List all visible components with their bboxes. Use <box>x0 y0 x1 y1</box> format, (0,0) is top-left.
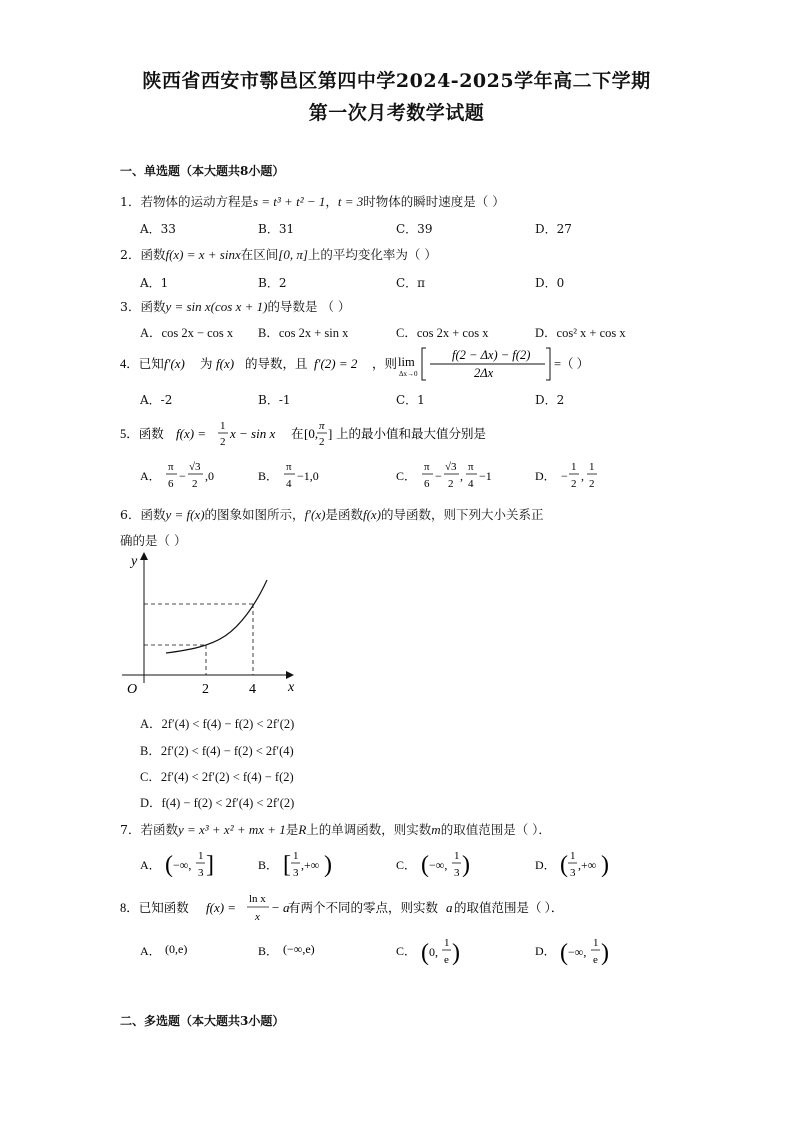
option-a[interactable]: A．33 <box>140 222 176 236</box>
fraction-numerator: 1 <box>589 461 595 473</box>
option-b[interactable]: B．-1 <box>258 393 291 407</box>
fraction-denominator: 2 <box>319 436 325 448</box>
question-text: 时物体的瞬时速度是（ ） <box>363 194 505 209</box>
option-d[interactable] <box>535 937 609 966</box>
option-label: D． <box>535 944 556 958</box>
question-8 <box>120 888 640 928</box>
option-text: C．2f′(4) < 2f′(2) < f(4) − f(2) <box>140 770 294 784</box>
question-text: 为 <box>200 357 213 371</box>
option-text: −1 <box>479 469 492 483</box>
math-expression: f′(x) <box>164 356 185 371</box>
option-text: C．cos 2x + cos x <box>396 326 489 340</box>
option-b[interactable] <box>258 942 315 958</box>
fraction-denominator: 2 <box>589 478 595 490</box>
x-axis-label: x <box>288 680 295 695</box>
question-1 <box>120 192 505 210</box>
math-expression: f(x) <box>362 507 382 522</box>
option-d[interactable]: D．27 <box>535 222 572 236</box>
option-label: C． <box>396 469 417 483</box>
bracket: ) <box>462 852 470 878</box>
options-row <box>140 456 620 494</box>
bracket: [ <box>283 852 291 878</box>
math-expression: [0, π] <box>278 247 308 262</box>
origin-label: O <box>127 682 138 697</box>
option-label: B． <box>258 469 279 483</box>
option-b[interactable]: B．31 <box>258 222 295 236</box>
option-label: C． <box>396 858 417 872</box>
option-label: A． <box>140 469 161 483</box>
math-expression: f(x) <box>216 356 235 371</box>
option-text: D．f(4) − f(2) < 2f′(4) < 2f′(2) <box>140 796 295 810</box>
option-a[interactable]: A．1 <box>140 276 169 290</box>
fraction-denominator: 2 <box>192 478 198 490</box>
option-b[interactable] <box>140 741 294 759</box>
option-c[interactable]: C．39 <box>396 222 433 236</box>
question-7 <box>120 820 551 838</box>
option-c[interactable]: C．π <box>396 276 426 290</box>
fraction-numerator: 1 <box>198 850 204 862</box>
fraction-denominator: x <box>255 911 260 923</box>
option-label: D． <box>535 469 556 483</box>
math-expression: f(x) = <box>176 426 207 441</box>
fraction-numerator: 1 <box>571 461 577 473</box>
option-d[interactable] <box>535 850 609 879</box>
option-text: −∞, <box>173 858 192 872</box>
page-title-line2: 第一次月考数学试题 <box>308 102 485 124</box>
fraction-numerator: 1 <box>220 420 226 432</box>
option-label: C． <box>396 944 417 958</box>
option-text: B．cos 2x + sin x <box>258 326 349 340</box>
math-expression: R <box>298 822 307 837</box>
fraction-denominator: 6 <box>424 478 430 490</box>
question-text: 7．若函数 <box>120 822 178 837</box>
question-text: ， <box>325 194 338 209</box>
math-expression: f′(2) = 2 <box>314 356 358 371</box>
y-axis-label: y <box>131 554 138 569</box>
question-5 <box>120 414 580 454</box>
option-text: −∞, <box>568 945 587 959</box>
question-text: 3．函数 <box>120 299 166 314</box>
question-4 <box>120 344 620 384</box>
option-text: (0,e) <box>165 942 188 956</box>
math-expression: f(x) = <box>206 900 237 915</box>
math-expression: f′(x) <box>304 507 326 522</box>
question-text: 1．若物体的运动方程是 <box>120 194 253 209</box>
option-text: D．cos² x + cos x <box>535 326 626 340</box>
option-c[interactable] <box>140 767 294 785</box>
option-c[interactable] <box>396 937 460 966</box>
section-heading-single-choice: 一、单选题（本大题共8小题） <box>120 164 285 178</box>
option-d[interactable] <box>140 793 294 811</box>
fraction-denominator: 2 <box>448 478 454 490</box>
question-text: 的取值范围是（ ）． <box>454 901 564 915</box>
option-c[interactable] <box>396 461 492 490</box>
question-text: ，则 <box>372 357 398 371</box>
interval-open: [0, <box>304 426 319 441</box>
option-label: D． <box>535 858 556 872</box>
option-d[interactable]: D．2 <box>535 393 565 407</box>
question-text: 的取值范围是（ ）． <box>440 822 551 837</box>
fraction-numerator: √3 <box>189 461 201 473</box>
option-label: B． <box>258 944 279 958</box>
operator: − <box>561 469 568 483</box>
math-expression: t = 3 <box>337 194 364 209</box>
question-text: 2．函数 <box>120 247 166 262</box>
question-text: 上的单调函数，则实数 <box>306 822 432 837</box>
math-expression: y = x³ + x² + mx + 1 <box>177 822 286 837</box>
fraction-numerator: 1 <box>593 937 599 949</box>
option-label: A． <box>140 944 161 958</box>
fraction-denominator: e <box>593 954 598 966</box>
bracket: ] <box>206 852 214 878</box>
bracket: ( <box>560 852 568 878</box>
option-a[interactable]: A．-2 <box>140 393 173 407</box>
page-title-line1: 陕西省西安市鄠邑区第四中学2024-2025学年高二下学期 <box>142 70 651 92</box>
fraction-denominator: 2 <box>571 478 577 490</box>
option-text: (−∞,e) <box>283 942 315 956</box>
fraction-numerator: π <box>319 420 325 432</box>
option-label: B． <box>258 858 279 872</box>
question-6-line2: 确的是（ ） <box>120 533 187 548</box>
math-expression: x − sin x <box>230 426 276 441</box>
fraction-numerator: f(2 − Δx) − f(2) <box>452 348 531 362</box>
fraction-denominator: 2Δx <box>474 366 494 380</box>
fraction-denominator: 4 <box>286 478 292 490</box>
fraction-denominator: 3 <box>293 867 299 879</box>
question-text: 的图象如图所示， <box>204 507 305 522</box>
fraction-denominator: 3 <box>570 867 576 879</box>
bracket: ( <box>560 940 568 966</box>
fraction-numerator: ln x <box>249 893 266 905</box>
question-text: 是函数 <box>325 507 363 522</box>
question-text: =（ ） <box>554 357 590 371</box>
function-curve <box>166 580 267 653</box>
option-b[interactable] <box>258 461 319 490</box>
bracket: ( <box>421 852 429 878</box>
question-text: 的导函数，则下列大小关系正 <box>381 507 544 522</box>
option-text: A．2f′(4) < f(4) − f(2) < 2f′(2) <box>140 717 295 731</box>
option-d[interactable] <box>535 461 597 490</box>
operator: − <box>179 469 186 483</box>
operator: − <box>435 469 442 483</box>
fraction-numerator: 1 <box>293 850 299 862</box>
left-bracket <box>422 348 426 380</box>
bracket: ( <box>421 940 429 966</box>
option-text: A．cos 2x − cos x <box>140 326 234 340</box>
separator: , <box>581 469 584 483</box>
section-heading-multi-choice: 二、多选题（本大题共3小题） <box>120 1014 285 1028</box>
option-text: ,+∞ <box>301 858 320 872</box>
fraction-denominator: 6 <box>168 478 174 490</box>
option-label: A． <box>140 858 161 872</box>
bracket: ) <box>324 852 332 878</box>
separator: , <box>460 469 463 483</box>
fraction-denominator: 3 <box>454 867 460 879</box>
math-expression: a <box>446 900 453 915</box>
question-text: 有两个不同的零点，则实数 <box>288 901 439 915</box>
math-expression: y = f(x) <box>165 507 205 522</box>
bracket: ) <box>601 852 609 878</box>
question-3 <box>120 297 350 315</box>
fraction-numerator: 1 <box>570 850 576 862</box>
options-row <box>140 932 620 972</box>
fraction-denominator: e <box>444 954 449 966</box>
question-2 <box>120 245 437 263</box>
question-text: 6．函数 <box>120 507 166 522</box>
option-c[interactable] <box>396 850 470 879</box>
limit-symbol: lim <box>398 355 415 369</box>
fraction-numerator: √3 <box>445 461 457 473</box>
question-6 <box>120 505 544 523</box>
option-d[interactable]: D．0 <box>535 276 565 290</box>
math-expression: m <box>431 822 441 837</box>
function-graph <box>110 550 320 700</box>
fraction-numerator: π <box>468 461 474 473</box>
fraction-numerator: π <box>286 461 292 473</box>
bracket: ) <box>601 940 609 966</box>
fraction-numerator: π <box>424 461 430 473</box>
option-text: ,0 <box>205 469 214 483</box>
option-text: B．2f′(2) < f(4) − f(2) < 2f′(4) <box>140 744 294 758</box>
option-b[interactable] <box>258 850 332 879</box>
question-text: 8．已知函数 <box>120 901 189 915</box>
x-tick-label: 2 <box>202 682 209 697</box>
question-text: 的导数，且 <box>245 357 308 371</box>
option-b[interactable] <box>258 323 348 341</box>
fraction-numerator: π <box>168 461 174 473</box>
fraction-numerator: 1 <box>454 850 460 862</box>
limit-subscript: Δx→0 <box>399 370 418 378</box>
fraction-denominator: 2 <box>220 436 226 448</box>
option-d[interactable] <box>535 323 626 341</box>
question-text: 的导数是 （ ） <box>267 299 351 314</box>
option-a[interactable] <box>140 714 294 732</box>
option-c[interactable]: C．1 <box>396 393 425 407</box>
math-expression: f(x) = x + sinx <box>165 247 241 262</box>
interval-close: ] <box>328 426 333 441</box>
math-expression: y = sin x(cos x + 1) <box>165 299 268 314</box>
option-text: 0, <box>429 945 438 959</box>
question-text: 在 <box>291 427 304 441</box>
fraction-numerator: 1 <box>444 937 450 949</box>
math-expression: s = t³ + t² − 1 <box>252 194 326 209</box>
option-text: −∞, <box>429 858 448 872</box>
options-row <box>140 844 620 884</box>
option-text: ,+∞ <box>578 858 597 872</box>
x-tick-label: 4 <box>249 682 256 697</box>
option-a[interactable] <box>140 850 214 879</box>
option-a[interactable] <box>140 323 233 341</box>
question-text: 4．已知 <box>120 357 164 371</box>
question-text: 上的最小值和最大值分别是 <box>336 427 487 441</box>
fraction-denominator: 4 <box>468 478 474 490</box>
question-text: 是 <box>285 822 299 837</box>
fraction-denominator: 3 <box>198 867 204 879</box>
question-text: 上的平均变化率为（ ） <box>307 247 437 262</box>
right-bracket <box>546 348 550 380</box>
question-text: 5．函数 <box>120 427 164 441</box>
option-c[interactable] <box>396 323 488 341</box>
question-text: 在区间 <box>240 247 279 262</box>
option-text: −1,0 <box>297 469 319 483</box>
bracket: ( <box>165 852 173 878</box>
option-b[interactable]: B．2 <box>258 276 287 290</box>
option-a[interactable] <box>140 942 187 958</box>
math-expression: − a <box>271 900 290 915</box>
option-a[interactable] <box>140 461 214 490</box>
bracket: ) <box>452 940 460 966</box>
